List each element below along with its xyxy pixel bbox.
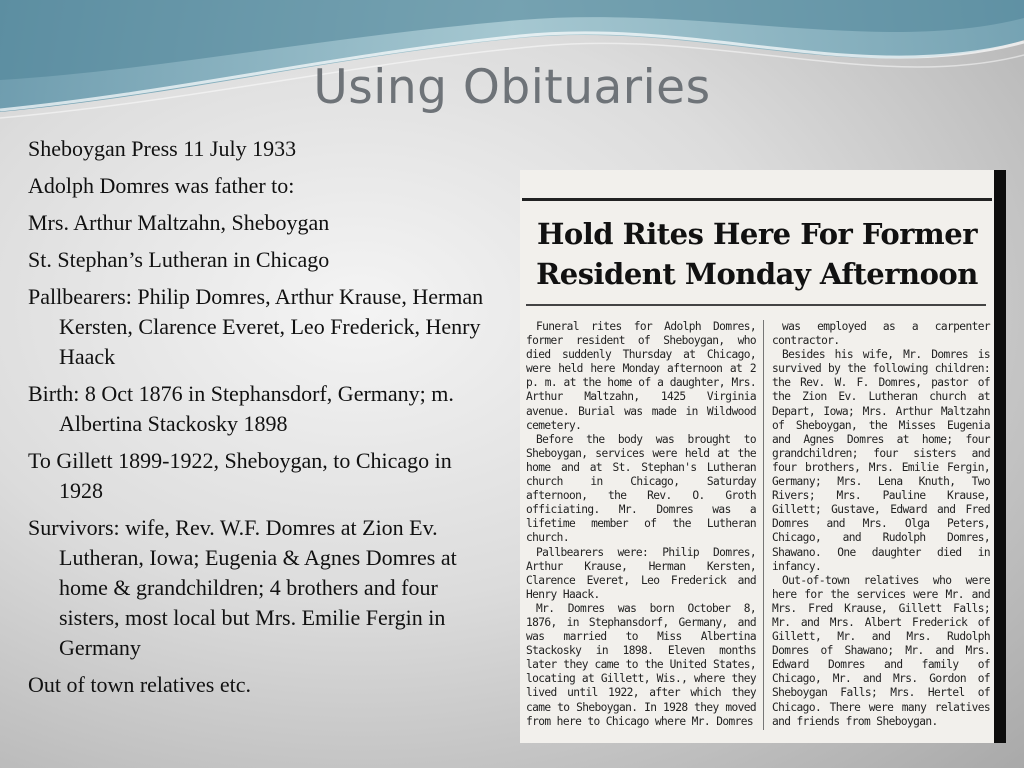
clipping-top-rule bbox=[522, 198, 992, 201]
clipping-paragraph: Funeral rites for Adolph Domres, former resident of Sheboygan, who died suddenly Thursday at Chicago, were held here Monday afternoon at 2 p. m. at the home of a daughter, Mrs. Arthur Maltzahn, 1425 Virginia avenue. Burial was made in Wildwood cemetery. bbox=[526, 320, 756, 432]
bullet-list bbox=[28, 134, 498, 707]
clipping-paragraph: Before the body was brought to Sheboygan, services were held at the home and at St. Stephan's Lutheran church in Chicago, Saturday afternoon, the Rev. O. Groth officiating. Mr. Domres was a lifetime member of the Lutheran church. bbox=[526, 432, 756, 545]
headline-line-1: Hold Rites Here For Former bbox=[537, 217, 977, 251]
bullet-item: St. Stephan’s Lutheran in Chicago bbox=[28, 247, 330, 272]
column-divider bbox=[763, 320, 764, 730]
clipping-headline bbox=[520, 214, 994, 294]
slide-title: Using Obituaries bbox=[313, 60, 711, 115]
bullet-item: Out of town relatives etc. bbox=[28, 672, 251, 697]
clipping-paragraph: Out-of-town relatives who were here for the services were Mr. and Mrs. Fred Krause, Gillett Falls; Mr. and Mrs. Albert Frederick of Gillett, Mr. and Mrs. Rudolph Domres of Shawano; Mr. and Mrs. Edward Domres and family of Chicago, Mr. and Mrs. Gordon of Sheboygan Falls; Mrs. Hertel of Chicago. There were many relatives and friends from Sheboygan. bbox=[772, 573, 990, 728]
headline-line-2: Resident Monday Afternoon bbox=[536, 257, 978, 291]
bullet-item: To Gillett 1899-1922, Sheboygan, to Chicago in 1928 bbox=[28, 448, 452, 503]
clipping-right-column bbox=[772, 320, 990, 729]
bullet-item: Pallbearers: Philip Domres, Arthur Krause, Herman Kersten, Clarence Everet, Leo Frederick, Henry Haack bbox=[28, 284, 484, 369]
clipping-paragraph: was employed as a carpenter contractor. bbox=[772, 320, 990, 348]
clipping-paragraph: Mr. Domres was born October 8, 1876, in Stephansdorf, Germany, and was married to Miss Albertina Stackosky in 1898. Eleven months later they came to the United States, locating at Gillett, Wis., where they lived until 1922, after which they came to Sheboygan. In 1928 they moved from here to Chicago where Mr. Domres bbox=[526, 601, 756, 728]
bullet-item: Mrs. Arthur Maltzahn, Sheboygan bbox=[28, 210, 330, 235]
clipping-paragraph: Besides his wife, Mr. Domres is survived by the following children: the Rev. W. F. Domres, pastor of the Zion Ev. Lutheran church at Depart, Iowa; Mrs. Arthur Maltzahn of Sheboygan, the Misses Eugenia and Agnes Domres at home; four grandchildren; four sisters and four brothers, Mrs. Emilie Fergin, Germany; Mrs. Lena Knuth, Two Rivers; Mrs. Pauline Krause, Gillett; Gustave, Edward and Fred Domres and Mrs. Olga Peters, Chicago, and Rudolph Domres, Shawano. One daughter died in infancy. bbox=[772, 348, 990, 573]
clipping-headline-rule bbox=[526, 304, 986, 306]
bullet-item: Sheboygan Press 11 July 1933 bbox=[28, 136, 297, 161]
newspaper-clipping bbox=[520, 170, 1006, 743]
clipping-paragraph: Pallbearers were: Philip Domres, Arthur Krause, Herman Kersten, Clarence Everet, Leo Frederick and Henry Haack. bbox=[526, 545, 756, 601]
bullet-item: Birth: 8 Oct 1876 in Stephansdorf, Germany; m. Albertina Stackosky 1898 bbox=[28, 381, 454, 436]
bullet-item: Adolph Domres was father to: bbox=[28, 173, 295, 198]
bullet-item: Survivors: wife, Rev. W.F. Domres at Zion Ev. Lutheran, Iowa; Eugenia & Agnes Domres at home & grandchildren; 4 brothers and four sisters, most local but Mrs. Emilie Fergin in Germany bbox=[28, 515, 457, 660]
clipping-dark-edge bbox=[994, 170, 1006, 743]
clipping-left-column bbox=[526, 320, 756, 729]
